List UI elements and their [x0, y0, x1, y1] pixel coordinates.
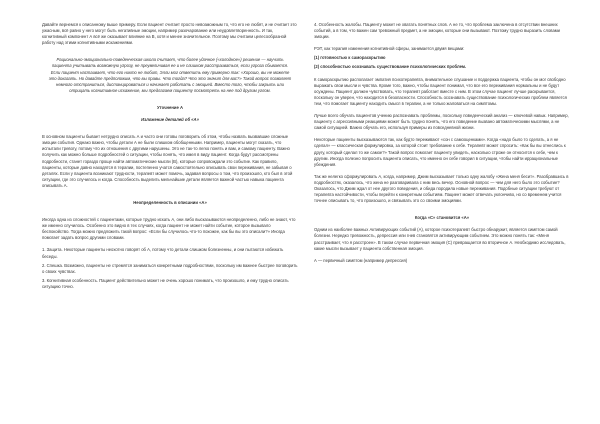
- jim-example-paragraph: Так же нелегко сформулировать А, когда, например, Джим высказывает только одну жалобу «Жена меня бесит». Разобравшись в подробностях, оказалось, что жена не разговаривала с ним весь вечер. Основной вопрос — чем для него было это событие? Оказалось, что Джим ждал от нее другого поведения, и обида породила новые переживания. Подобные ситуации требуют от терапевта настойчивости, чтобы перейти к конкретным событиям. Пациент может отвечать уклончиво, но со временем учится точнее описывать то, что произошло, и связывать это со своими эмоциями.: [314, 173, 569, 204]
- details-paragraph: В основном пациенты бывает нетрудно описать А и часто они готовы поговорить об этом, чтобы назвать вызвавшие сложные эмоции события. Однако важно, чтобы детали А не были слишком обобщенными. Например, пациенты могут сказать, что испытали тревогу, потому что их отношения с другими нарушены. Это не так-то легко понять и вам, и самому пациенту. Важно получить как можно больше подробностей о ситуации, чтобы понять, что имел в виду пациент. Когда будут рассмотрены подробности, станет гораздо проще найти автоматические мысли (В), которые сопровождали это событие. Как правило, пациенты, которые давно находятся в терапии, постепенно учатся самостоятельно описывать свои переживания, не забывая о деталях. Если у пациента возникают трудности, терапевт может помочь, задавая вопросы о том, что произошло, кто был в этой ситуации, где это случилось и когда. Способность выделить мельчайшие детали является важной частью навыка пациента описывать А.: [42, 134, 293, 188]
- self-evaluation-paragraph: Некоторые пациенты высказываются так, как будто переживают «сон с самооценками». Когда «надо было то сделать, а я не сделал» — классическая формулировка, за которой стоит требование к себе. Терапевт может спросить: «Как бы вы отнеслись к другу, который сделал то же самое?» Такой вопрос помогает пациенту увидеть, насколько строже он относится к себе, чем к другим. Иногда полезно попросить пациента описать, что именно он себе говорил в ситуации, чтобы найти иррациональные убеждения.: [314, 137, 566, 167]
- training-paragraph: Лучше всего обучать пациентов учению распознавать проблемы, поскольку поведенческий анализ — ключевой навык. Например, пациенту с агрессивными реакциями может быть трудно понять, что его поведение вызвано автоматическими мыслями, а не самой ситуацией. Важно обучать его, используя примеры из повседневной жизни.: [314, 113, 569, 131]
- section-heading-uncertainty: Неопределенность в описании «А»: [133, 199, 207, 205]
- left-column: [42, 22, 298, 416]
- uncertainty-paragraph: Иногда одна из сложностей с пациентами, которые трудно искать А, они либо высказываются неопределенно, либо не знают, что же именно случилось. Особенно это видно в тех случаях, когда пациент не может найти событие, которое вызывало беспокойство. Тогда можно предложить такой вопрос: «Если бы случилось что-то похожее, как бы вы это описали?» Иногда помогает задать вопрос другими словами.: [42, 217, 296, 241]
- list-item-defense: 1. Защита. Некоторые пациенты неохотно говорят об А, потому что детали слишком болезненны, и они пытаются избежать беседы.: [42, 247, 284, 259]
- list-item-cognitive: 3. Когнитивная особенность. Пациент действительно может не очень хорошо понимать, что произошло, и ему трудно описать ситуацию точно.: [42, 277, 289, 289]
- right-column: [314, 22, 570, 416]
- complaint-paragraph: 4. Особенность жалобы. Пациенту может не хватать понятных слов. А не то, что проблема заключена в отсутствии внешних событий, а в том, что важен сам тревожный предмет, а не эмоции, которые они вызывают. Поэтому трудно выразить словами эмоции.: [314, 22, 561, 40]
- section-heading-clarification: Уточнение А: [157, 104, 183, 110]
- section-heading-c-becomes-a: Когда «С» становится «А»: [414, 215, 470, 221]
- primary-symptom-line: А — первичный симптом (например депрессия): [314, 257, 408, 263]
- bold-point-2: (2) способностью осознавать существование психологических проблем.: [314, 64, 467, 70]
- symptom-paragraph: Одним из наиболее важных Активирующих событий (А), которое психотерапевт быстро обнаружит, является симптом самой болезни. Нередко тревожность, депрессия или гнев становятся активирующим событием. Это можно понять так: «Меня расстраивает, что я расстроен». В таком случае первичная эмоция (С) превращается во вторичное А. Необходимо исследовать, какие мысли вызывает у пациента собственная эмоция.: [314, 227, 566, 251]
- list-item-haste: 2. Спешка. Возможно, пациенты не стремятся заниматься конкретными подробностями, поскольку им важнее быстрее поговорить о своих чувствах.: [42, 262, 298, 274]
- section-subheading-details: Изложение деталей об «А»: [141, 117, 199, 123]
- italic-quote: Рационально-эмоционально-поведенческая школа считает, что более удачное («холодное») решение — научить пациента учитывать возможную угрозу, не преувеличивая ее и не слишком расстраиваться, если угроза сбывается. Если пациент настаивает, что его никто не любит, Элли мог ответить ему примерно так: «Хорошо, вы не можете это доказать. Но давайте предположим, что вы правы. Что тогда? Что это значит для вас?» Такой вопрос позволяет немного отстраниться, дистанцироваться и начинает работать с эмоцией. Вместо того, чтобы закрыть или отрицать когнитивное искажение, мы предлагаем пациенту посмотреть на нее под другим углом.: [48, 57, 292, 93]
- ret-intro-line: РЭТ, как терапия изменения когнитивной сферы, занимается двумя вещами:: [314, 46, 465, 52]
- self-disclosure-paragraph: К самораскрытию располагает эмпатия психотерапевта, внимательное слушание и поддержка пациента, чтобы он мог свободно выражать свои мысли и чувства. Кроме того, важно, чтобы пациент понимал, что все его переживания нормальны и не будут осуждены. Пациент должен чувствовать, что терапевт работает вместе с ним. В этом случае пациент лучше раскрывается, поскольку он уверен, что находится в безопасности. Способность осознавать существование психологических проблем является тем, что помогает пациенту находить смысл в терапии, а не только жаловаться на симптомы.: [314, 76, 567, 106]
- bold-point-1: (1) готовностью к самораскрытию: [314, 55, 386, 61]
- intro-paragraph: Давайте вернемся к описанному выше примеру. Если пациент считает просто невозможным то, что его не любят, и не считает это ужасным, всё равно у него могут быть негативные эмоции, например разочарование или неудовлетворенность. И так, когнитивный компонент А всё же оказывает влияние на В, хотя и менее значительное. Поэтому мы считаем целесообразной работу над этими когнитивными искажениями.: [42, 22, 297, 46]
